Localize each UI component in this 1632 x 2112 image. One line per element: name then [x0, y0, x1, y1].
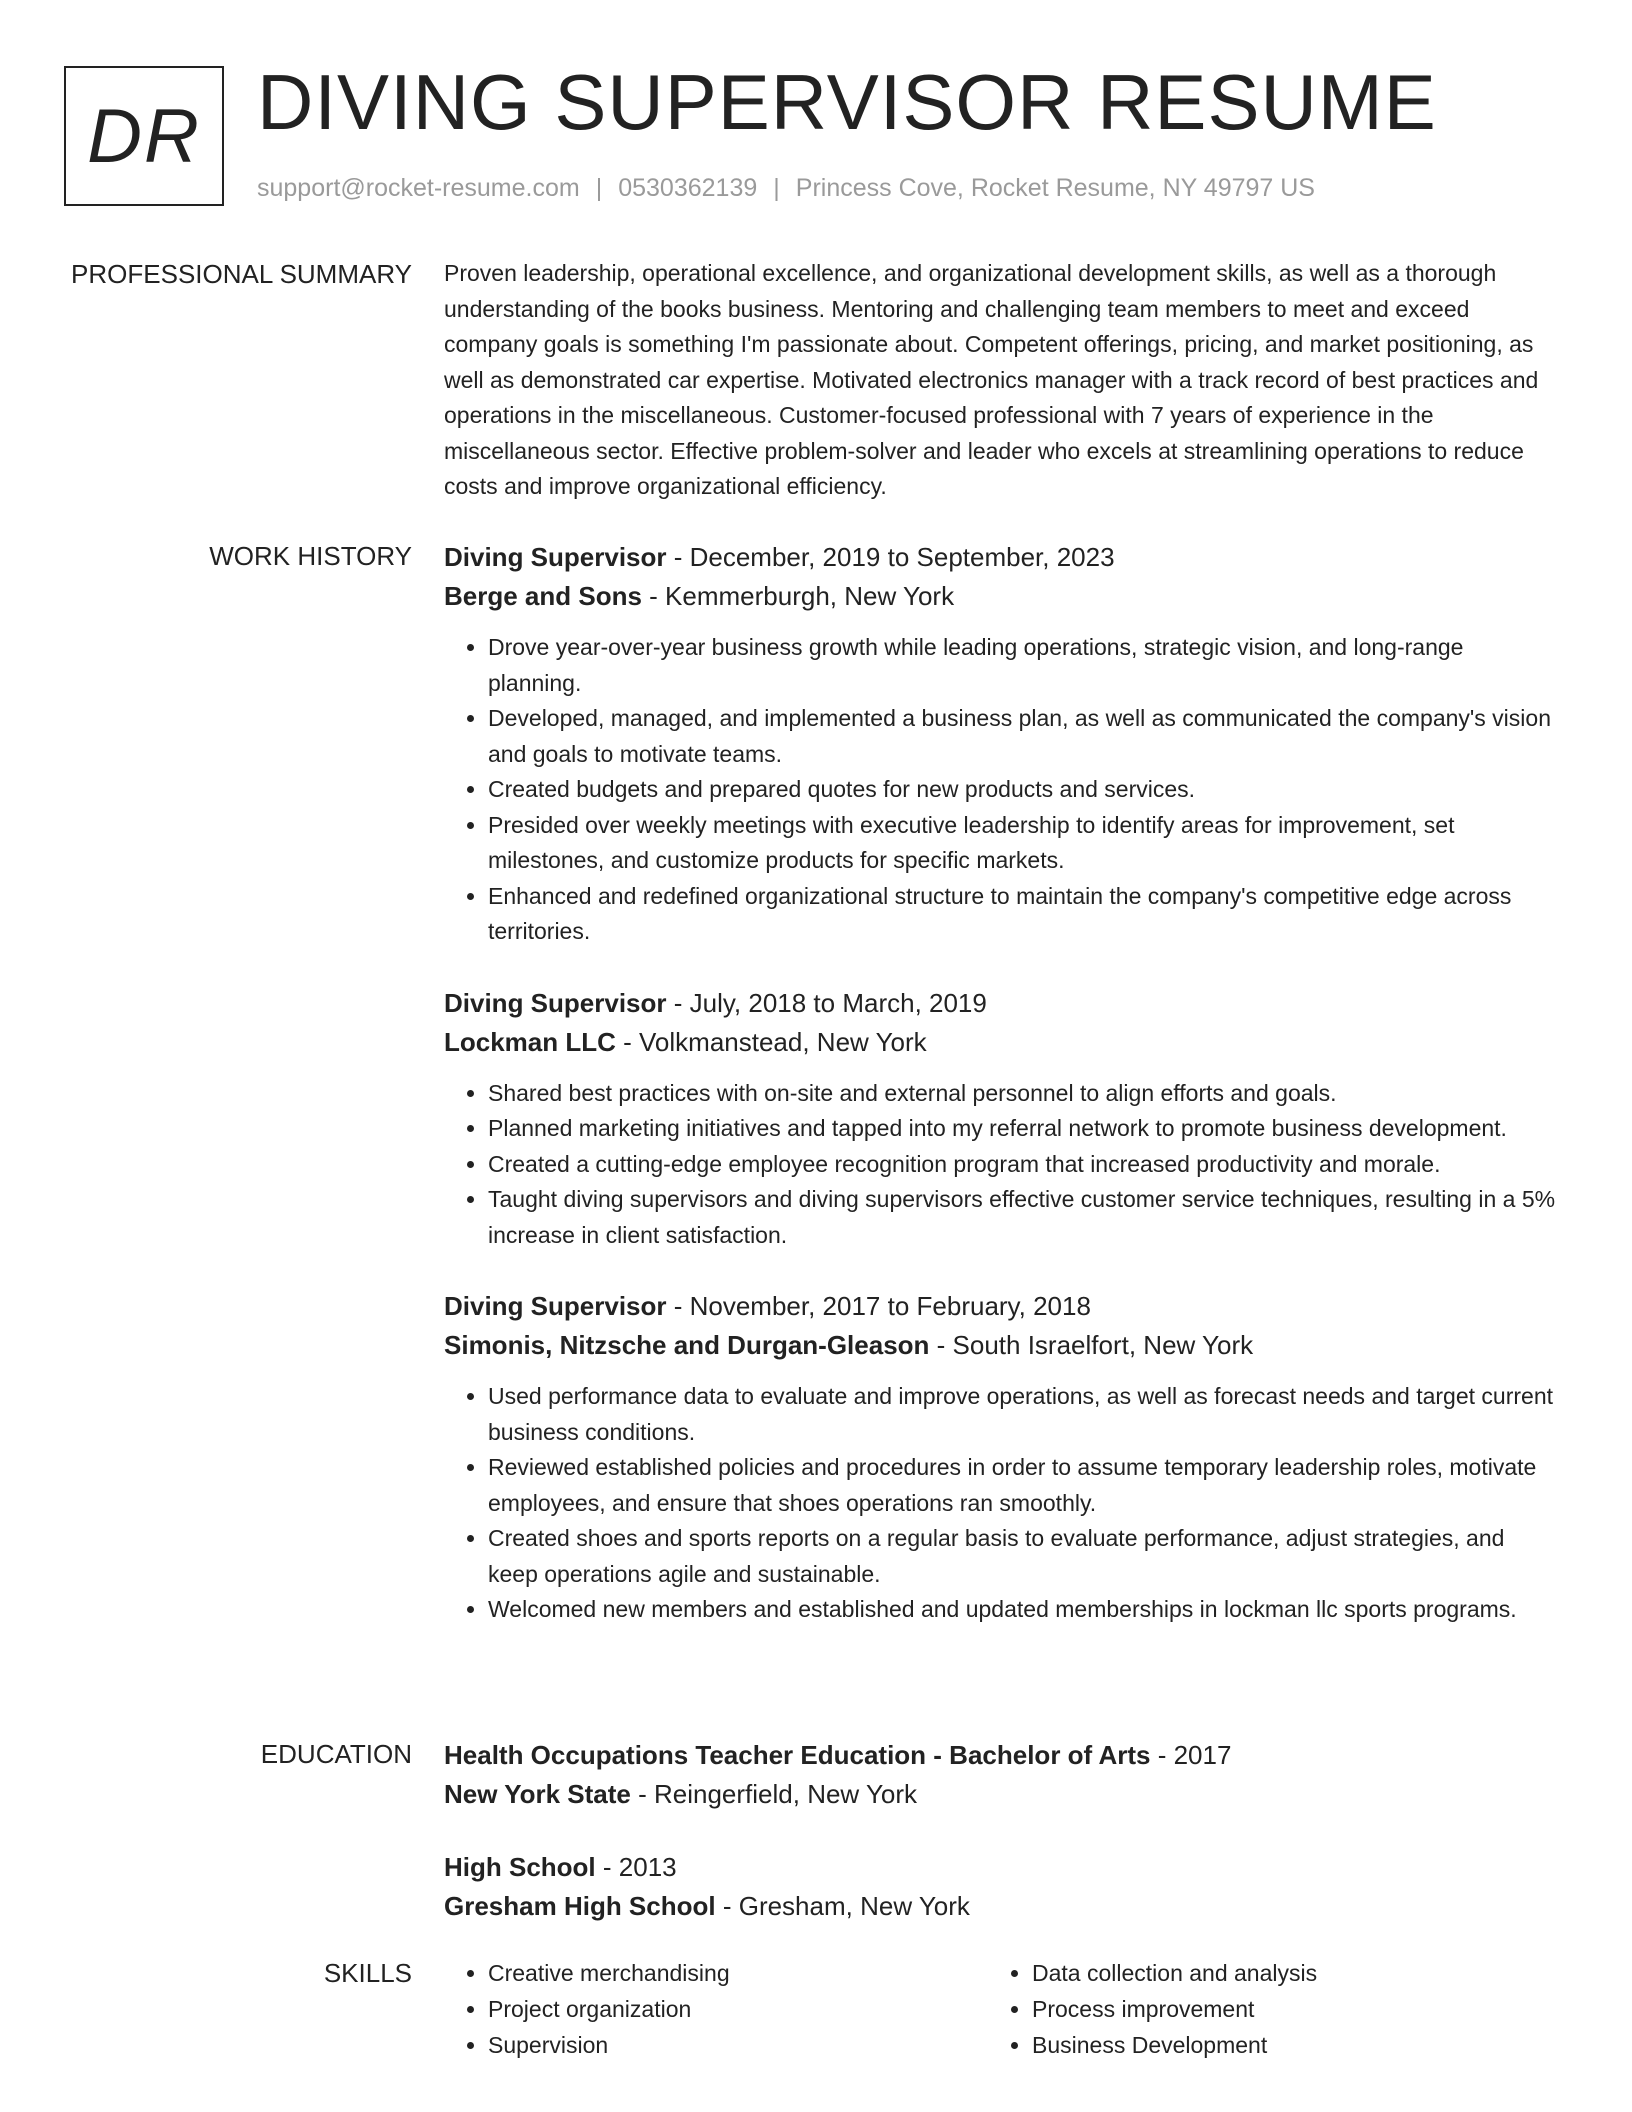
- job-bullet: • Developed, managed, and implemented a business plan, as well as communicated the company's vision and goals to motivate teams.: [488, 701, 1560, 772]
- job-bullet: • Welcomed new members and established and updated memberships in lockman llc sports programs.: [488, 1592, 1560, 1628]
- job-entry: [444, 984, 1560, 1254]
- job-title: Diving Supervisor: [444, 542, 667, 572]
- contact-address: Princess Cove, Rocket Resume, NY 49797 US: [795, 174, 1315, 202]
- education-degree-line: [444, 1736, 1560, 1775]
- section-heading-summary: PROFESSIONAL SUMMARY: [71, 259, 412, 289]
- job-title: Diving Supervisor: [444, 987, 667, 1018]
- monogram-initials: DR: [87, 93, 201, 179]
- contact-line: [257, 174, 1315, 203]
- job-dates: - July, 2018 to March, 2019: [666, 987, 987, 1018]
- skill-item: • Project organization: [488, 1991, 988, 2027]
- education-year: - 2013: [595, 1852, 677, 1882]
- job-title-line: [444, 538, 1560, 577]
- education-location: - Reingerfield, New York: [630, 1779, 918, 1809]
- job-bullet: • Created shoes and sports reports on a regular basis to evaluate performance, adjust strategies, and keep operations agile and sustainable.: [488, 1521, 1560, 1592]
- job-title-line: [444, 984, 1560, 1023]
- skills-columns: [444, 1955, 1560, 2063]
- job-company: Lockman LLC: [444, 1026, 616, 1057]
- skill-item: • Creative merchandising: [488, 1955, 988, 1991]
- job-bullet: • Taught diving supervisors and diving supervisors effective customer service techniques, resulting in a 5% increase in client satisfaction.: [488, 1182, 1560, 1253]
- job-title: Diving Supervisor: [444, 1291, 667, 1321]
- job-bullet: • Drove year-over-year business growth while leading operations, strategic vision, and long-range planning.: [488, 630, 1560, 701]
- education-school-line: [444, 1775, 1560, 1814]
- job-bullet: • Created budgets and prepared quotes for new products and services.: [488, 772, 1560, 808]
- contact-phone[interactable]: 0530362139: [618, 174, 758, 202]
- skill-item: • Data collection and analysis: [1032, 1955, 1532, 1991]
- section-heading-work-history: WORK HISTORY: [209, 541, 412, 571]
- job-company-line: [444, 1023, 1560, 1062]
- job-dates: - November, 2017 to February, 2018: [666, 1291, 1091, 1321]
- job-bullet: • Shared best practices with on-site and external personnel to align efforts and goals.: [488, 1076, 1560, 1112]
- contact-email[interactable]: support@rocket-resume.com: [257, 174, 580, 202]
- section-heading-skills: SKILLS: [323, 1958, 412, 1988]
- contact-separator: |: [595, 174, 603, 202]
- education-entry: [444, 1848, 1560, 1926]
- skill-item: • Supervision: [488, 2027, 988, 2063]
- job-bullet: • Planned marketing initiatives and tapped into my referral network to promote business development.: [488, 1111, 1560, 1147]
- section-heading-education: EDUCATION: [260, 1739, 412, 1769]
- education-degree-line: [444, 1848, 1560, 1887]
- job-location: - Kemmerburgh, New York: [641, 581, 955, 611]
- skills-list-right: [988, 1955, 1532, 2063]
- summary-text: Proven leadership, operational excellence, and organizational development skills, as well as a thorough understanding of the books business. Mentoring and challenging team members to meet and exceed company goals is something I'm passionate about. Competent offerings, pricing, and market positioning, as well as demonstrated car expertise. Motivated electronics manager with a track record of best practices and operations in the miscellaneous. Customer-focused professional with 7 years of experience in the miscellaneous sector. Effective problem-solver and leader who excels at streamlining operations to reduce costs and improve organizational efficiency.: [444, 260, 1539, 499]
- skill-item: • Business Development: [1032, 2027, 1532, 2063]
- job-title-line: [444, 1287, 1560, 1326]
- resume-title: DIVING SUPERVISOR RESUME: [257, 58, 1437, 146]
- skill-item: • Process improvement: [1032, 1991, 1532, 2027]
- education-school: Gresham High School: [444, 1891, 716, 1921]
- job-company: Simonis, Nitzsche and Durgan-Gleason: [444, 1330, 930, 1360]
- job-bullets: [444, 1076, 1560, 1254]
- job-company-line: [444, 1326, 1560, 1365]
- contact-separator: |: [773, 174, 780, 202]
- job-dates: - December, 2019 to September, 2023: [666, 542, 1115, 572]
- education-location: - Gresham, New York: [715, 1891, 970, 1921]
- education-school-line: [444, 1887, 1560, 1926]
- job-bullet: • Reviewed established policies and procedures in order to assume temporary leadership roles, motivate employees, and ensure that shoes operations ran smoothly.: [488, 1450, 1560, 1521]
- job-location: - South Israelfort, New York: [929, 1330, 1254, 1360]
- education-degree: High School: [444, 1852, 596, 1882]
- job-bullet: • Enhanced and redefined organizational structure to maintain the company's competitive edge across territories.: [488, 879, 1560, 950]
- job-bullets: [444, 1379, 1560, 1628]
- job-entry: [444, 1287, 1560, 1628]
- job-bullet: • Created a cutting-edge employee recognition program that increased productivity and morale.: [488, 1147, 1560, 1183]
- education-school: New York State: [444, 1779, 631, 1809]
- job-bullet: • Presided over weekly meetings with executive leadership to identify areas for improvement, set milestones, and customize products for specific markets.: [488, 808, 1560, 879]
- job-company: Berge and Sons: [444, 581, 642, 611]
- monogram-badge: [64, 66, 224, 206]
- job-entry: [444, 538, 1560, 950]
- education-year: - 2017: [1150, 1740, 1232, 1770]
- job-location: - Volkmanstead, New York: [615, 1026, 927, 1057]
- education-entry: [444, 1736, 1560, 1814]
- education-degree: Health Occupations Teacher Education - Bachelor of Arts: [444, 1740, 1151, 1770]
- job-company-line: [444, 577, 1560, 616]
- skills-list-left: [444, 1955, 988, 2063]
- job-bullet: • Used performance data to evaluate and improve operations, as well as forecast needs and target current business conditions.: [488, 1379, 1560, 1450]
- job-bullets: [444, 630, 1560, 950]
